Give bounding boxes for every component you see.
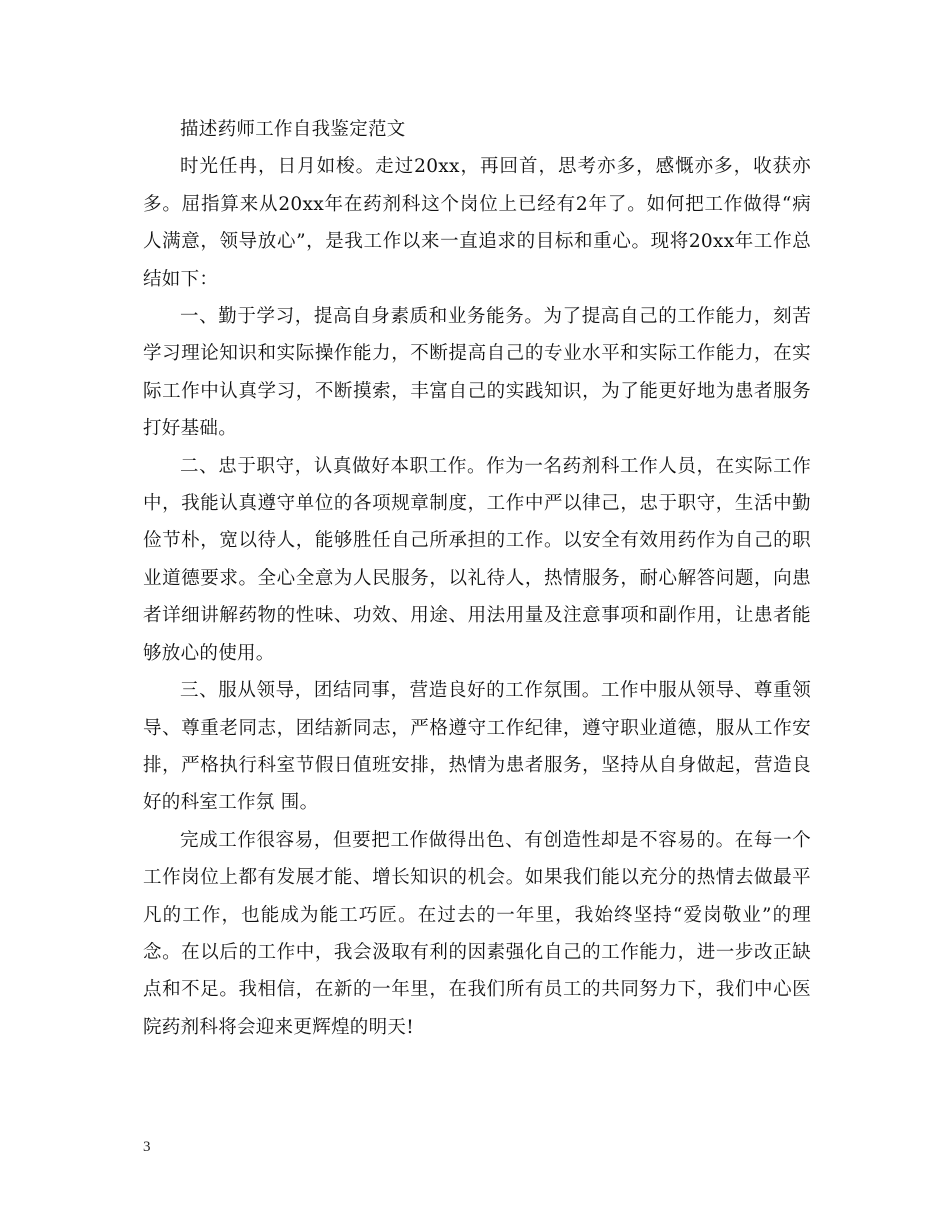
paragraph-teamwork: 三、服从领导，团结同事，营造良好的工作氛围。工作中服从领导、尊重领导、尊重老同志，团结新同志，严格遵守工作纪律，遵守职业道德，服从工作安排，严格执行科室节假日值班安排，热情为患者服务，坚持从自身做起，营造良好的科室工作氛 围。 xyxy=(143,680,811,814)
paragraph-conclusion: 完成工作很容易，但要把工作做得出色、有创造性却是不容易的。在每一个工作岗位上都有发展才能、增长知识的机会。如果我们能以充分的热情去做最平凡的工作，也能成为能工巧匠。在过去的一年里，我始终坚持“爱岗敬业”的理念。在以后的工作中，我会汲取有利的因素强化自己的工作能力，进一步改正缺点和不足。我相信，在新的一年里，在我们所有员工的共同努力下，我们中心医院药剂科将会迎来更辉煌的明天! xyxy=(143,829,811,1038)
document-title: 描述药师工作自我鉴定范文 xyxy=(180,119,406,140)
paragraph-study: 一、勤于学习，提高自身素质和业务能务。为了提高自己的工作能力，刻苦学习理论知识和实际操作能力，不断提高自己的专业水平和实际工作能力，在实际工作中认真学习，不断摸索，丰富自己的实践知识，为了能更好地为患者服务打好基础。 xyxy=(143,306,811,440)
paragraph-intro: 时光任冉，日月如梭。走过20xx，再回首，思考亦多，感慨亦多，收获亦多。屈指算来从20xx年在药剂科这个岗位上已经有2年了。如何把工作做得“病人满意，领导放心”，是我工作以来一直追求的目标和重心。现将20xx年工作总结如下： xyxy=(143,156,811,290)
document-body xyxy=(143,111,811,1046)
paragraph-duty: 二、忠于职守，认真做好本职工作。作为一名药剂科工作人员，在实际工作中，我能认真遵守单位的各项规章制度，工作中严以律己，忠于职守，生活中勤俭节朴，宽以待人，能够胜任自己所承担的工作。以安全有效用药作为自己的职业道德要求。全心全意为人民服务，以礼待人，热情服务，耐心解答问题，向患者详细讲解药物的性味、功效、用途、用法用量及注意事项和副作用，让患者能够放心的使用。 xyxy=(143,455,811,664)
page-number: 3 xyxy=(143,1139,151,1155)
